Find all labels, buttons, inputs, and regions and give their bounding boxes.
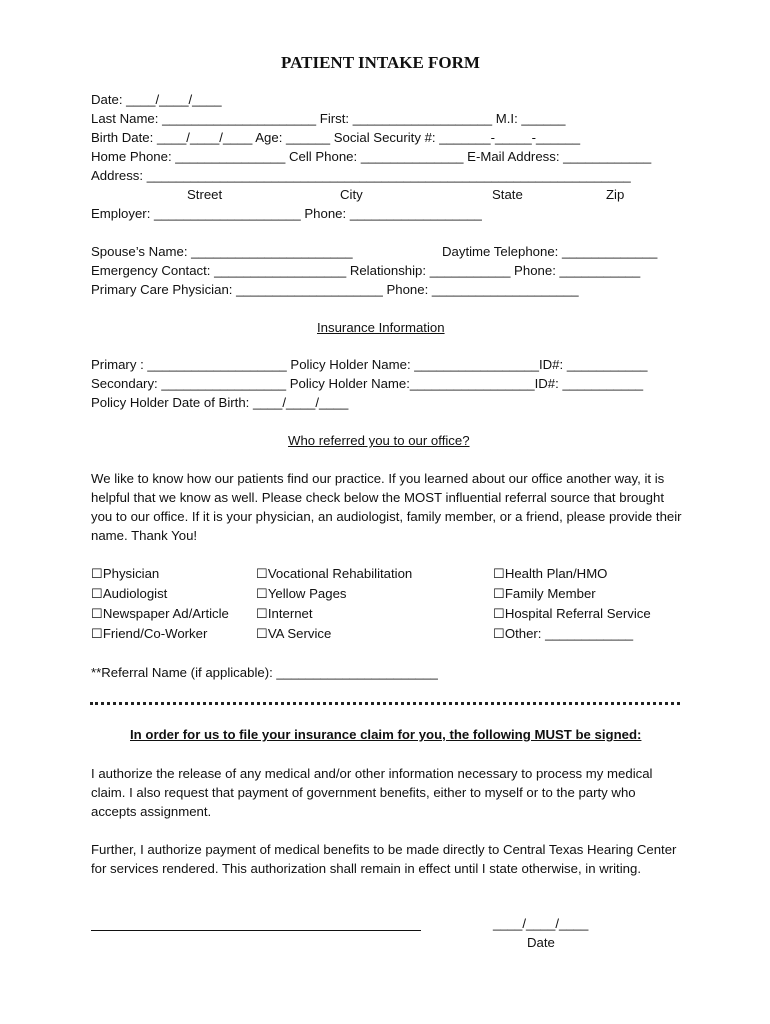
secondary-insurance-fields[interactable]: Secondary: _________________ Policy Holder Name:_________________ID#: ___________ (91, 376, 644, 391)
emergency-contact-fields[interactable]: Emergency Contact: __________________ Relationship: ___________ Phone: ___________ (91, 263, 641, 278)
address-label-zip: Zip (606, 187, 625, 202)
checkbox-yellow-pages[interactable]: ☐Yellow Pages (256, 586, 347, 601)
name-fields[interactable]: Last Name: _____________________ First: ___________________ M.I: ______ (91, 111, 566, 126)
signature-date-field[interactable]: ____/____/____ (493, 916, 589, 931)
checkbox-va-service[interactable]: ☐VA Service (256, 626, 332, 641)
form-title: PATIENT INTAKE FORM (281, 53, 480, 72)
policy-holder-dob-field[interactable]: Policy Holder Date of Birth: ____/____/____ (91, 395, 349, 410)
address-label-street: Street (187, 187, 223, 202)
date-field[interactable]: Date: ____/____/____ (91, 92, 222, 107)
checkbox-physician[interactable]: ☐Physician (91, 566, 160, 581)
checkbox-friend[interactable]: ☐Friend/Co-Worker (91, 626, 208, 641)
authorization-heading: In order for us to file your insurance claim for you, the following MUST be signed: (130, 727, 642, 742)
phone-email-fields[interactable]: Home Phone: _______________ Cell Phone: ______________ E-Mail Address: ____________ (91, 149, 652, 164)
primary-insurance-fields[interactable]: Primary : ___________________ Policy Holder Name: _________________ID#: ___________ (91, 357, 648, 372)
checkbox-newspaper[interactable]: ☐Newspaper Ad/Article (91, 606, 229, 621)
referral-name-field[interactable]: **Referral Name (if applicable): ______________________ (91, 665, 438, 680)
checkbox-audiologist[interactable]: ☐Audiologist (91, 586, 168, 601)
checkbox-health-plan[interactable]: ☐Health Plan/HMO (493, 566, 608, 581)
insurance-heading: Insurance Information (317, 320, 445, 335)
employer-fields[interactable]: Employer: ____________________ Phone: __________________ (91, 206, 482, 221)
checkbox-other[interactable]: ☐Other: ____________ (493, 626, 634, 641)
daytime-telephone-field[interactable]: Daytime Telephone: _____________ (442, 244, 658, 259)
checkbox-internet[interactable]: ☐Internet (256, 606, 313, 621)
checkbox-hospital-referral[interactable]: ☐Hospital Referral Service (493, 606, 651, 621)
referral-heading: Who referred you to our office? (288, 433, 470, 448)
address-label-state: State (492, 187, 523, 202)
checkbox-family-member[interactable]: ☐Family Member (493, 586, 596, 601)
authorization-paragraph-2: Further, I authorize payment of medical benefits to be made directly to Central Texas Hearing Center for services rendered. This authorization shall remain in effect until I state otherwise, in writing. (91, 842, 677, 876)
birth-date-fields[interactable]: Birth Date: ____/____/____ Age: ______ Social Security #: _______-_____-______ (91, 130, 581, 145)
dotted-divider (90, 702, 680, 705)
signature-date-label: Date (527, 935, 555, 950)
spouse-name-field[interactable]: Spouse’s Name: ______________________ (91, 244, 353, 259)
authorization-paragraph-1: I authorize the release of any medical and/or other information necessary to process my medical claim. I also request that payment of government benefits, either to myself or to the party who accepts assignment. (91, 766, 653, 819)
signature-line[interactable] (91, 930, 421, 931)
address-field[interactable]: Address: __________________________________________________________________ (91, 168, 631, 183)
primary-physician-fields[interactable]: Primary Care Physician: ____________________ Phone: ____________________ (91, 282, 579, 297)
checkbox-vocational-rehab[interactable]: ☐Vocational Rehabilitation (256, 566, 413, 581)
address-label-city: City (340, 187, 363, 202)
referral-intro: We like to know how our patients find our practice. If you learned about our office another way, it is helpful that we know as well. Please check below the MOST influential referral source that brought you to our office. If it is your physician, an audiologist, family member, or a friend, please provide their name. Thank You! (91, 471, 682, 543)
